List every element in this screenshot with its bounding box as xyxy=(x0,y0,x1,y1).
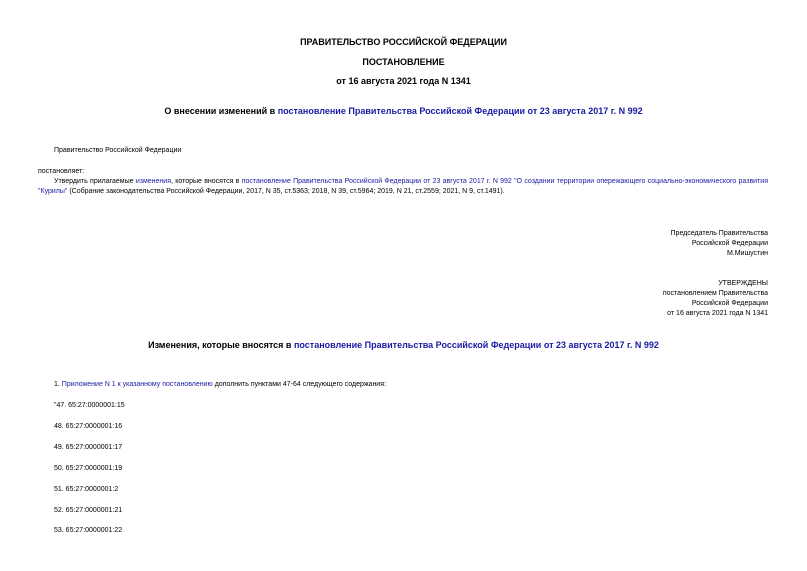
resolution-link[interactable]: постановление Правительства Российской Федерации от 23 августа 2017 г. N 992 "О создании территории опережающего социально-экономического развития "Курилы" xyxy=(38,178,768,195)
list-item: "47. 65:27:0000001:15 xyxy=(54,402,125,409)
item-1 xyxy=(54,381,386,388)
header-date-number: от 16 августа 2021 года N 1341 xyxy=(336,76,471,86)
signature-title: Председатель Правительства xyxy=(670,230,768,237)
title-link[interactable]: постановление Правительства Российской Федерации от 23 августа 2017 г. N 992 xyxy=(277,106,643,116)
signature-name: М.Мишустин xyxy=(726,250,768,257)
list-item: 51. 65:27:0000001:2 xyxy=(54,486,119,493)
changes-title-link[interactable]: постановление Правительства Российской Федерации от 23 августа 2017 г. N 992 xyxy=(293,340,659,350)
para-text-1: Утвердить прилагаемые xyxy=(54,178,136,185)
para-text-3: (Собрание законодательства Российской Федерации, 2017, N 35, ст.5363; 2018, N 39, ст.5964; 2019, N 21, ст.2559; 2021, N 9, ст.1491). xyxy=(67,188,505,195)
appendix-link[interactable]: Приложение N 1 к указанному постановлению xyxy=(61,381,213,388)
approved-org: Российской Федерации xyxy=(691,300,768,307)
item-1-text: дополнить пунктами 47-64 следующего содержания: xyxy=(212,381,386,388)
para-text-2: , которые вносятся в xyxy=(170,178,242,185)
header-doc-type: ПОСТАНОВЛЕНИЕ xyxy=(362,57,445,67)
list-item: 48. 65:27:0000001:16 xyxy=(54,423,123,430)
resolution-paragraph xyxy=(38,177,768,197)
changes-title-prefix: Изменения, которые вносятся в xyxy=(148,340,294,350)
changes-title xyxy=(0,340,807,350)
item-1-number: 1. xyxy=(54,381,62,388)
header-gov: ПРАВИТЕЛЬСТВО РОССИЙСКОЙ ФЕДЕРАЦИИ xyxy=(300,37,507,47)
resolves-line: постановляет: xyxy=(38,168,85,175)
list-item: 50. 65:27:0000001:19 xyxy=(54,465,123,472)
list-item: 52. 65:27:0000001:21 xyxy=(54,507,123,514)
list-item: 49. 65:27:0000001:17 xyxy=(54,444,123,451)
approved-date: от 16 августа 2021 года N 1341 xyxy=(667,310,768,317)
approved-by: постановлением Правительства xyxy=(662,290,768,297)
title-prefix: О внесении изменений в xyxy=(164,106,278,116)
signature-org: Российской Федерации xyxy=(691,240,768,247)
approved-label: УТВЕРЖДЕНЫ xyxy=(718,280,768,287)
changes-link[interactable]: изменения xyxy=(135,178,171,185)
government-line: Правительство Российской Федерации xyxy=(54,147,182,154)
document-title xyxy=(0,106,807,116)
list-item: 53. 65:27:0000001:22 xyxy=(54,527,123,534)
